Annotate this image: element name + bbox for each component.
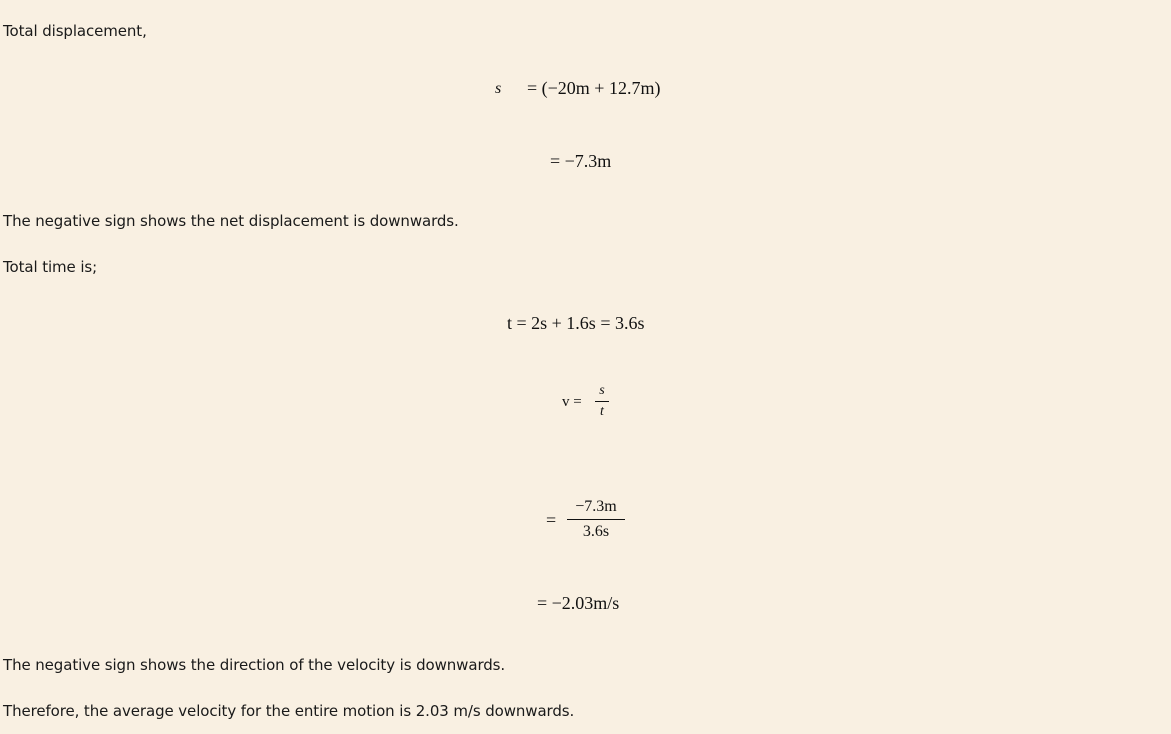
equation-4-numerator: s	[599, 383, 605, 398]
equation-6: = −2.03m/s	[537, 593, 620, 613]
text-average-velocity-conclusion: Therefore, the average velocity for the entire motion is 2.03 m/s downwards.	[3, 702, 575, 720]
text-total-displacement: Total displacement,	[3, 22, 147, 40]
equation-5-fraction	[567, 499, 625, 540]
equation-2: = −7.3m	[550, 151, 612, 171]
equation-4-lhs: v =	[562, 394, 582, 410]
equation-4-denominator: t	[600, 404, 604, 419]
equation-1-rhs: = (−20m + 12.7m)	[527, 78, 661, 98]
text-net-displacement-downwards: The negative sign shows the net displacement is downwards.	[3, 212, 459, 230]
text-velocity-direction-downwards: The negative sign shows the direction of the velocity is downwards.	[3, 656, 506, 674]
equation-3: t = 2s + 1.6s = 3.6s	[507, 313, 645, 333]
text-total-time: Total time is;	[3, 258, 98, 276]
equation-4-fraction	[595, 384, 609, 419]
equation-5-equals: =	[546, 510, 557, 530]
equation-5-denominator: 3.6s	[582, 523, 610, 540]
equation-1-symbol-s: s	[495, 80, 502, 97]
equation-5-numerator: −7.3m	[575, 498, 617, 515]
equation-1-lhs	[495, 78, 501, 100]
